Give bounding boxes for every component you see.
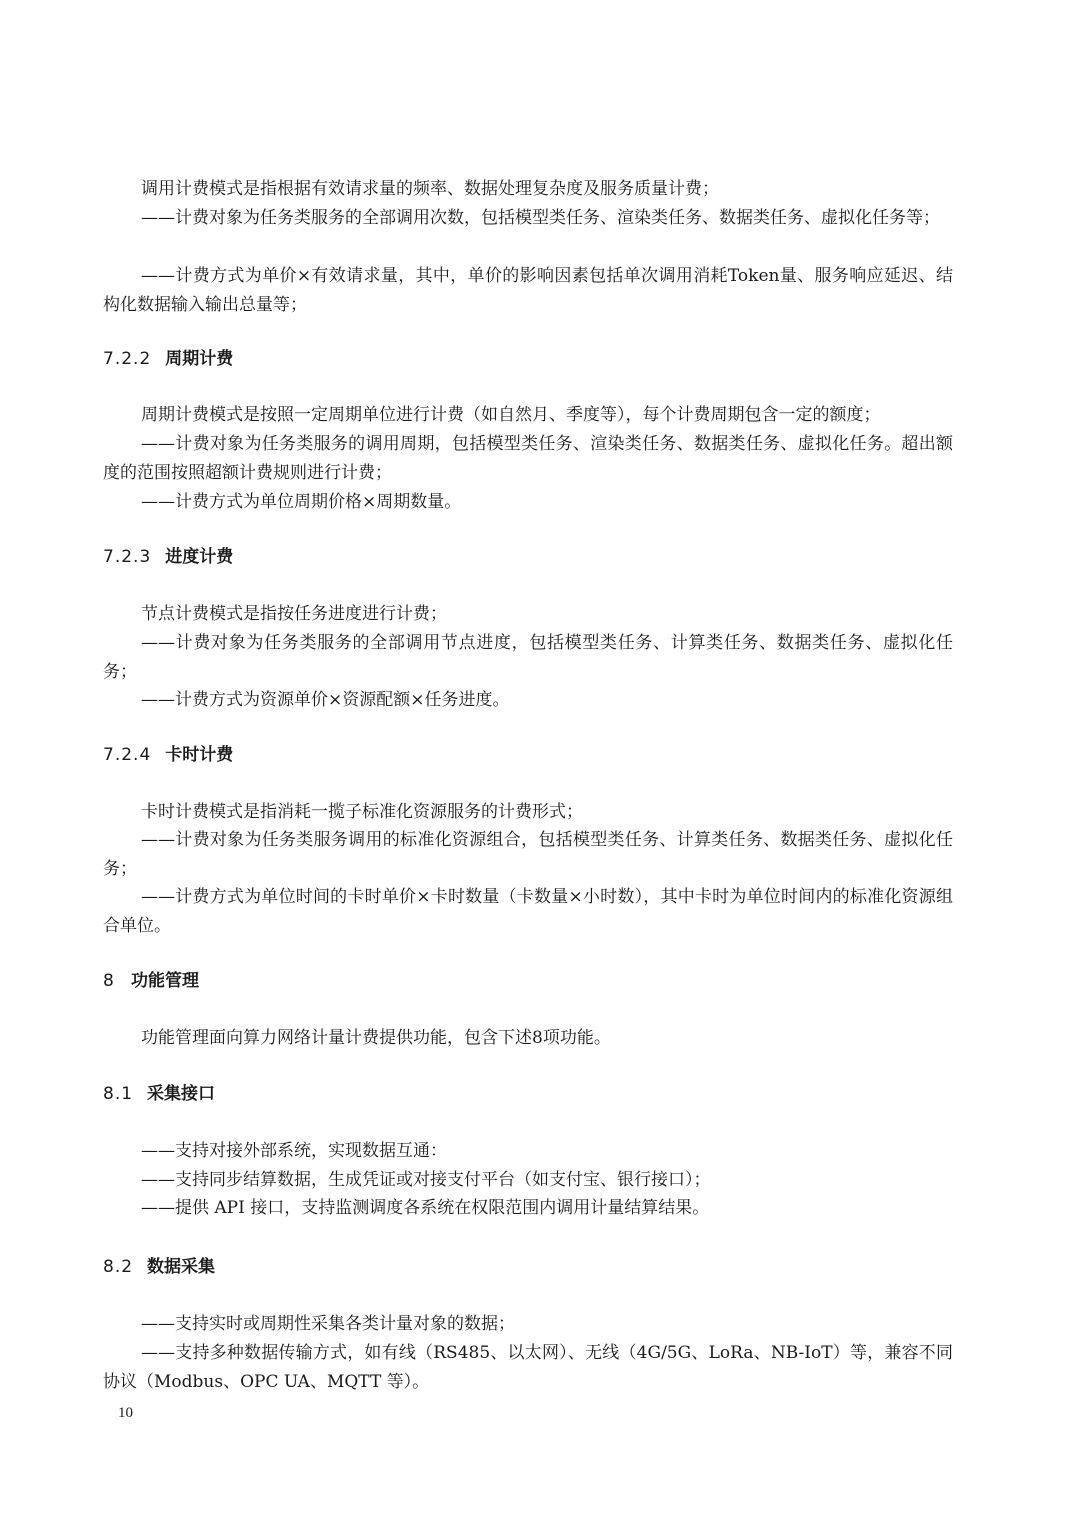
- section-number: 8: [103, 971, 115, 991]
- paragraph: ——计费方式为单价×有效请求量，其中，单价的影响因素包括单次调用消耗Token量、服务响应延迟、结构化数据输入输出总量等；: [103, 266, 953, 315]
- section-title: 功能管理: [131, 971, 199, 991]
- section-title: 采集接口: [147, 1084, 216, 1104]
- section-number: 7.2.2: [103, 349, 152, 369]
- section-title: 数据采集: [147, 1257, 216, 1277]
- section-heading-8-1: [103, 1082, 215, 1106]
- paragraph: ——支持实时或周期性采集各类计量对象的数据；: [141, 1314, 515, 1334]
- paragraph: ——支持多种数据传输方式，如有线（RS485、以太网）、无线（4G/5G、LoRa、NB-IoT）等，兼容不同协议（Modbus、OPC UA、MQTT 等）。: [103, 1343, 953, 1392]
- section-title: 周期计费: [165, 349, 234, 369]
- paragraph: ——计费对象为任务类服务的调用周期，包括模型类任务、渲染类任务、数据类任务、虚拟化任务。超出额度的范围按照超额计费规则进行计费；: [103, 434, 953, 483]
- section-heading-8-2: [103, 1255, 215, 1279]
- paragraph: ——支持对接外部系统，实现数据互通：: [141, 1141, 447, 1161]
- section-number: 8.2: [103, 1257, 134, 1277]
- paragraph: 卡时计费模式是指消耗一揽子标准化资源服务的计费形式；: [141, 802, 583, 822]
- paragraph: 节点计费模式是指按任务进度进行计费；: [141, 604, 447, 624]
- section-heading-7-2-2: [103, 347, 233, 371]
- section-number: 7.2.3: [103, 547, 152, 567]
- section-number: 8.1: [103, 1084, 134, 1104]
- paragraph: ——计费方式为单位时间的卡时单价×卡时数量（卡数量×小时数），其中卡时为单位时间内的标准化资源组合单位。: [103, 887, 953, 936]
- section-number: 7.2.4: [103, 745, 152, 765]
- section-title: 进度计费: [165, 547, 234, 567]
- section-heading-7-2-3: [103, 545, 233, 569]
- paragraph: 周期计费模式是按照一定周期单位进行计费（如自然月、季度等），每个计费周期包含一定的额度；: [141, 405, 881, 425]
- paragraph: ——计费对象为任务类服务的全部调用次数，包括模型类任务、渲染类任务、数据类任务、虚拟化任务等；: [141, 208, 940, 228]
- paragraph: ——提供 API 接口，支持监测调度各系统在权限范围内调用计量结算结果。: [141, 1198, 710, 1218]
- paragraph: ——计费对象为任务类服务调用的标准化资源组合，包括模型类任务、计算类任务、数据类任务、虚拟化任务；: [103, 830, 953, 879]
- paragraph: ——计费方式为资源单价×资源配额×任务进度。: [141, 690, 510, 710]
- paragraph: ——支持同步结算数据，生成凭证或对接支付平台（如支付宝、银行接口）；: [141, 1170, 711, 1190]
- page-number: 10: [118, 1405, 133, 1421]
- paragraph: 功能管理面向算力网络计量计费提供功能，包含下述8项功能。: [141, 1028, 611, 1048]
- section-heading-8: [103, 969, 199, 993]
- paragraph: ——计费方式为单位周期价格×周期数量。: [141, 492, 462, 512]
- section-title: 卡时计费: [165, 745, 234, 765]
- section-heading-7-2-4: [103, 743, 233, 767]
- paragraph: ——计费对象为任务类服务的全部调用节点进度，包括模型类任务、计算类任务、数据类任务、虚拟化任务；: [103, 633, 953, 682]
- paragraph: 调用计费模式是指根据有效请求量的频率、数据处理复杂度及服务质量计费；: [141, 179, 719, 199]
